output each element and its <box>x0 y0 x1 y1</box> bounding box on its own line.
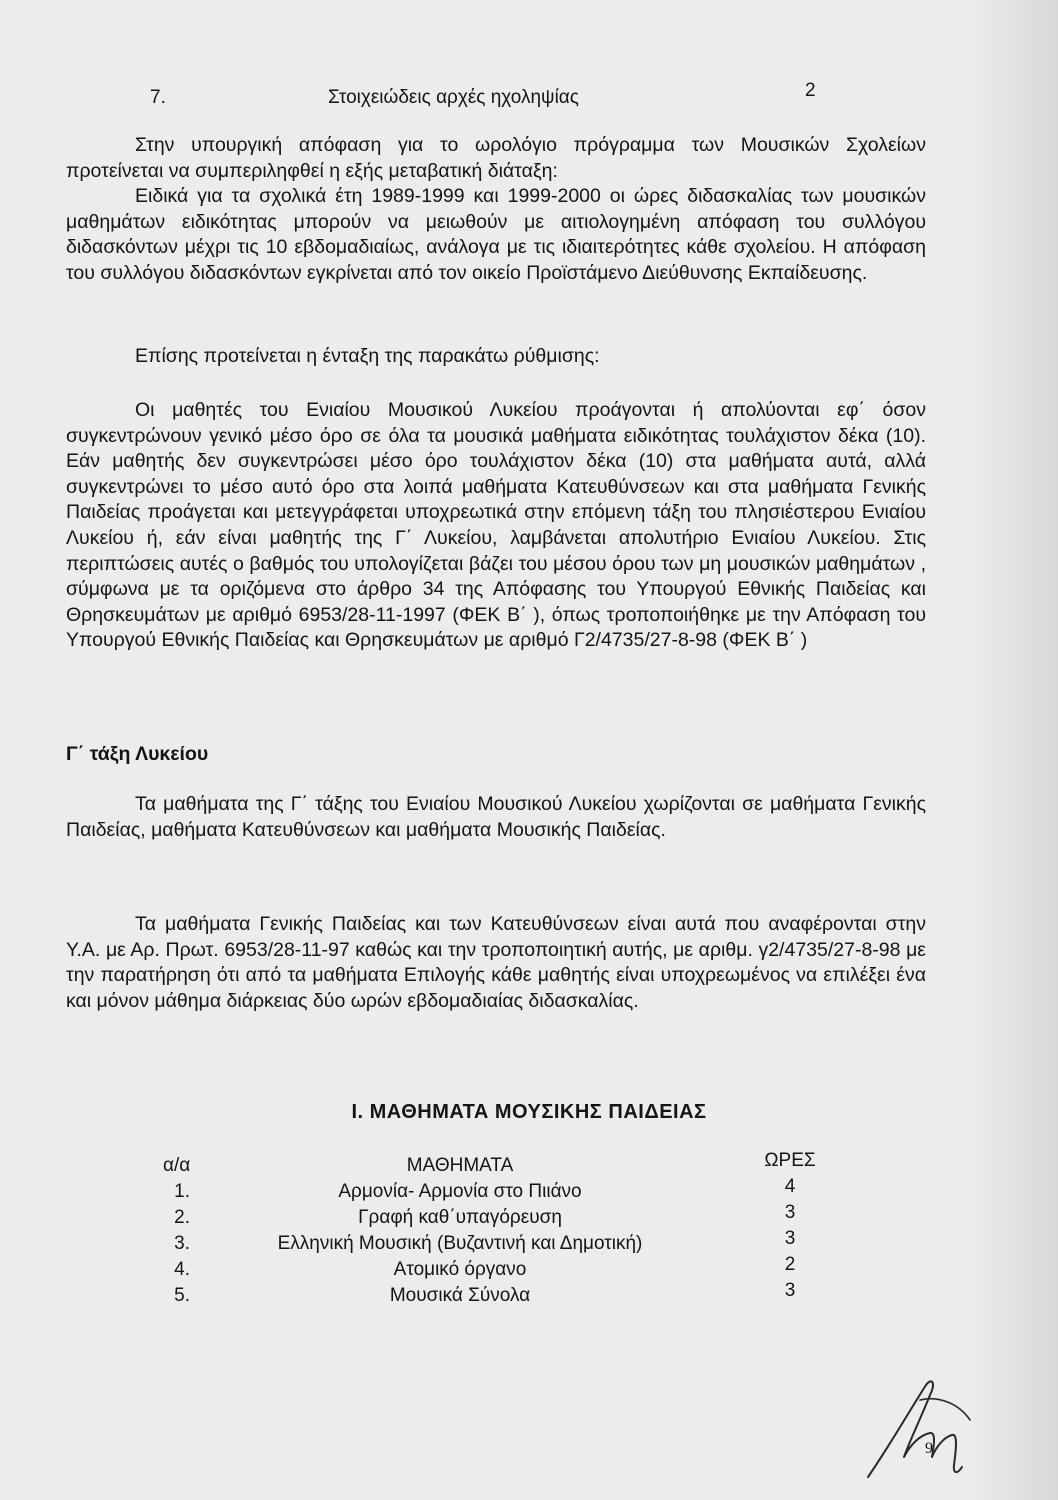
table-row-hours: 3 <box>784 1280 796 1301</box>
table-header-subject: ΜΑΘΗΜΑΤΑ <box>406 1155 514 1176</box>
table-row-hours: 2 <box>784 1254 796 1275</box>
scan-shadow <box>968 0 1058 1500</box>
paragraph-additional-regulation: Επίσης προτείνεται η ένταξη της παρακάτω ρύθμισης: <box>135 345 600 367</box>
table-row-subject: Μουσικά Σύνολα <box>389 1285 531 1306</box>
table-row-num: 4. <box>174 1259 190 1280</box>
table-title: Ι. ΜΑΘΗΜΑΤΑ ΜΟΥΣΙΚΗΣ ΠΑΙΔΕΙΑΣ <box>351 1101 707 1123</box>
table-row-num: 2. <box>174 1207 190 1228</box>
page-number: 9 <box>925 1440 933 1457</box>
paragraph-ministerial-decision: Στην υπουργική απόφαση για το ωρολόγιο πρόγραμμα των Μουσικών Σχολείων προτείνεται να συμπεριληφθεί η εξής μεταβατική διάταξη: <box>66 134 926 182</box>
table-header-num: α/α <box>163 1155 191 1176</box>
table-row-hours: 4 <box>784 1176 796 1197</box>
paragraph-general-courses: Τα μαθήματα Γενικής Παιδείας και των Κατευθύνσεων είναι αυτά που αναφέρονται στην Υ.Α. με Αρ. Πρωτ. 6953/28-11-97 καθώς και την τροποποιητική αυτής, με αριθμ. γ2/4735/27-8-98 με την παρατήρηση ότι από τα μαθήματα Επιλογής κάθε μαθητής είναι υποχρεωμένος να επιλέξει ένα και μόνον μάθημα διάρκειας δύο ωρών εβδομαδιαίας διδασκαλίας. <box>66 913 926 1012</box>
paragraph-third-grade-courses: Τα μαθήματα της Γ΄ τάξης του Ενιαίου Μουσικού Λυκείου χωρίζονται σε μαθήματα Γενικής Παιδείας, μαθήματα Κατευθύνσεων και μαθήματα Μουσικής Παιδείας. <box>66 793 926 841</box>
paragraph-promotion-rules: Οι μαθητές του Ενιαίου Μουσικού Λυκείου προάγονται ή απολύονται εφ΄ όσον συγκεντρώνουν γενικό μέσο όρο σε όλα τα μουσικά μαθήματα ειδικότητας τουλάχιστον δέκα (10). Εάν μαθητής δεν συγκεντρώσει μέσο όρο τουλάχιστον δέκα (10) στα μαθήματα αυτά, αλλά συγκεντρώνει το μέσο αυτό όρο στα λοιπά μαθήματα Κατευθύνσεων και στα μαθήματα Γενικής Παιδείας προάγεται και μετεγγράφεται υποχρεωτικά στην επόμενη τάξη του πλησιέστερου Ενιαίου Λυκείου ή, εάν είναι μαθητής της Γ΄ Λυκείου, λαμβάνεται απολυτήριο Ενιαίου Λυκείου. Στις περιπτώσεις αυτές ο βαθμός του υπολογίζεται βάζει του μέσου όρου των μη μουσικών μαθημάτων , σύμφωνα με τα οριζόμενα στο άρθρο 34 της Απόφασης του Υπουργού Εθνικής Παιδείας και Θρησκευμάτων με αριθμό 6953/28-11-1997 (ΦΕΚ Β΄ ), όπως τροποποιήθηκε με την Απόφαση του Υπουργού Εθνικής Παιδείας και Θρησκευμάτων με αριθμό Γ2/4735/27-8-98 (ΦΕΚ Β΄ ) <box>66 399 926 652</box>
table-row-subject: Αρμονία- Αρμονία στο Πιιάνο <box>338 1181 582 1202</box>
table-row-num: 1. <box>174 1181 190 1202</box>
handwritten-signature <box>860 1365 980 1485</box>
paragraph-transitional-provision: Ειδικά για τα σχολικά έτη 1989-1999 και 1999-2000 οι ώρες διδασκαλίας των μουσικών μαθημάτων ειδικότητας μπορούν να μειωθούν με αιτιολογημένη απόφαση του συλλόγου διδασκόντων μέχρι τις 10 εβδομαδιαίως, ανάλογα με τις ιδιαιτερότητες κάθε σχολείου. Η απόφαση του συλλόγου διδασκόντων εγκρίνεται από τον οικείο Προϊστάμενο Διεύθυνσης Εκπαίδευσης. <box>66 185 926 284</box>
section-heading-third-grade: Γ΄ τάξη Λυκείου <box>66 743 209 765</box>
table-row-subject: Ελληνική Μουσική (Βυζαντινή και Δημοτική) <box>277 1233 643 1254</box>
table-row-subject: Γραφή καθ΄υπαγόρευση <box>358 1207 562 1228</box>
table-row-num: 5. <box>174 1285 190 1306</box>
table-row-subject: Ατομικό όργανο <box>393 1259 527 1280</box>
table-row-num: 3. <box>174 1233 190 1254</box>
table-row-hours: 3 <box>784 1202 796 1223</box>
item-7-number: 7. <box>150 87 166 108</box>
table-header-hours: ΩΡΕΣ <box>764 1150 816 1171</box>
item-7-hours: 2 <box>805 80 816 101</box>
table-row-hours: 3 <box>784 1228 796 1249</box>
item-7-title: Στοιχειώδεις αρχές ηχοληψίας <box>328 87 579 108</box>
